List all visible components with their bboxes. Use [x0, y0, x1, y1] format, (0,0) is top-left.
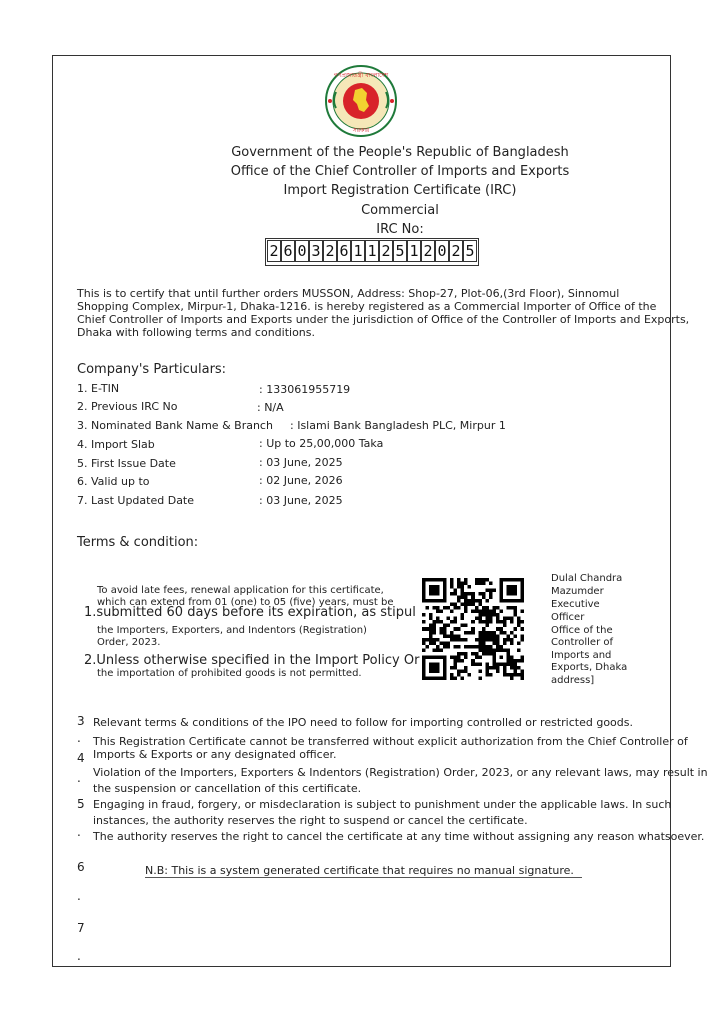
term-4-text: Imports & Exports or any designated officer.: [93, 748, 337, 761]
irc-label: IRC No:: [376, 222, 424, 237]
signatory-text: address]: [551, 675, 595, 686]
irc-digit: 1: [351, 240, 365, 262]
particular-value: : 133061955719: [259, 383, 351, 396]
irc-digit: 6: [337, 240, 351, 262]
particular-label: 3. Nominated Bank Name & Branch: [77, 419, 273, 432]
term-number: 7: [77, 921, 85, 935]
particular-value: : 03 June, 2025: [259, 456, 343, 469]
irc-number-box: [265, 238, 479, 266]
particular-value: : 02 June, 2026: [259, 474, 343, 487]
term-1-text: To avoid late fees, renewal application for this certificate,: [97, 585, 384, 596]
header-line-2: Office of the Chief Controller of Imports and Exports: [230, 164, 570, 179]
irc-digit: 2: [379, 240, 393, 262]
signatory-text: Dulal Chandra: [551, 573, 623, 584]
irc-digit: 0: [435, 240, 449, 262]
certify-line-3: Chief Controller of Imports and Exports under the jurisdiction of Office of the Controller of Imports and Exports,: [77, 313, 690, 326]
term-1-text: the Importers, Exporters, and Indentors (Registration): [97, 625, 367, 636]
header-line-1: Government of the People's Republic of Bangladesh: [231, 145, 569, 160]
seal-top-text: গণপ্রজাতন্ত্রী বাংলাদেশ: [333, 72, 389, 79]
term-number: .: [77, 825, 81, 839]
term-number: 5: [77, 797, 85, 811]
term-1-text: which can extend from 01 (one) to 05 (five) years, must be: [97, 597, 394, 608]
header-line-3: Import Registration Certificate (IRC): [283, 183, 517, 198]
term-number: .: [77, 771, 81, 785]
qr-code: [422, 578, 524, 680]
irc-digit: 1: [407, 240, 421, 262]
government-seal: [322, 64, 400, 138]
term-7-text: The authority reserves the right to cancel the certificate at any time without assigning any reason whatsoever.: [93, 830, 705, 843]
term-number: 6: [77, 860, 85, 874]
signatory-text: Imports and: [551, 650, 612, 661]
irc-digit: 2: [267, 240, 281, 262]
certify-line-4: Dhaka with following terms and conditions.: [77, 326, 316, 339]
irc-digit: 5: [463, 240, 477, 262]
term-4-text: This Registration Certificate cannot be transferred without explicit authorization from the Chief Controller of: [93, 735, 688, 748]
certify-line-1: This is to certify that until further orders MUSSON, Address: Shop-27, Plot-06,(3rd Floor), Sinnomul: [77, 287, 620, 300]
signatory-text: Mazumder: [551, 586, 604, 597]
irc-digit: 2: [449, 240, 463, 262]
term-5-text: the suspension or cancellation of this certificate.: [93, 782, 362, 795]
seal-bottom-text: সরকার: [352, 127, 370, 134]
particular-label: 1. E-TIN: [77, 382, 120, 395]
signatory-text: Officer: [551, 612, 585, 623]
irc-digit: 1: [365, 240, 379, 262]
particular-value: : 03 June, 2025: [259, 494, 343, 507]
company-heading: Company's Particulars:: [77, 362, 227, 377]
terms-heading: Terms & condition:: [77, 535, 199, 550]
header-line-4: Commercial: [361, 203, 439, 218]
term-1-text: Order, 2023.: [97, 637, 161, 648]
irc-digit: 0: [295, 240, 309, 262]
signatory-text: Office of the: [551, 625, 613, 636]
irc-digit: 5: [393, 240, 407, 262]
term-5-text: Violation of the Importers, Exporters & Indentors (Registration) Order, 2023, or any relevant laws, may result in: [93, 766, 708, 779]
irc-digit: 3: [309, 240, 323, 262]
particular-value: : N/A: [257, 401, 284, 414]
term-number: .: [77, 949, 81, 963]
particular-label: 6. Valid up to: [77, 475, 150, 488]
particular-label: 7. Last Updated Date: [77, 494, 195, 507]
particular-label: 5. First Issue Date: [77, 457, 176, 470]
term-number: 4: [77, 751, 85, 765]
term-3-text: Relevant terms & conditions of the IPO need to follow for importing controlled or restricted goods.: [93, 716, 633, 729]
irc-digit: 6: [281, 240, 295, 262]
term-6-text: Engaging in fraud, forgery, or misdeclaration is subject to punishment under the applicable laws. In such: [93, 798, 672, 811]
nb-note: N.B: This is a system generated certificate that requires no manual signature.: [145, 864, 582, 878]
term-number: .: [77, 731, 81, 745]
signatory-text: Executive: [551, 599, 600, 610]
irc-digit: 2: [421, 240, 435, 262]
term-number: .: [77, 889, 81, 903]
particular-label: 4. Import Slab: [77, 438, 155, 451]
term-1-text: 1.submitted 60 days before its expiration, as stipul: [84, 605, 416, 620]
particular-value: : Up to 25,00,000 Taka: [259, 437, 384, 450]
term-6-text: instances, the authority reserves the right to suspend or cancel the certificate.: [93, 814, 528, 827]
term-number: 3: [77, 714, 85, 728]
irc-digit: 2: [323, 240, 337, 262]
signatory-text: Controller of: [551, 637, 614, 648]
signatory-text: Exports, Dhaka: [551, 662, 628, 673]
particular-value: : Islami Bank Bangladesh PLC, Mirpur 1: [290, 419, 506, 432]
particular-label: 2. Previous IRC No: [77, 400, 178, 413]
term-2-text: the importation of prohibited goods is not permitted.: [97, 668, 362, 679]
certify-line-2: Shopping Complex, Mirpur-1, Dhaka-1216. is hereby registered as a Commercial Importer of Office of the: [77, 300, 657, 313]
term-2-text: 2.Unless otherwise specified in the Import Policy Or: [84, 653, 420, 668]
